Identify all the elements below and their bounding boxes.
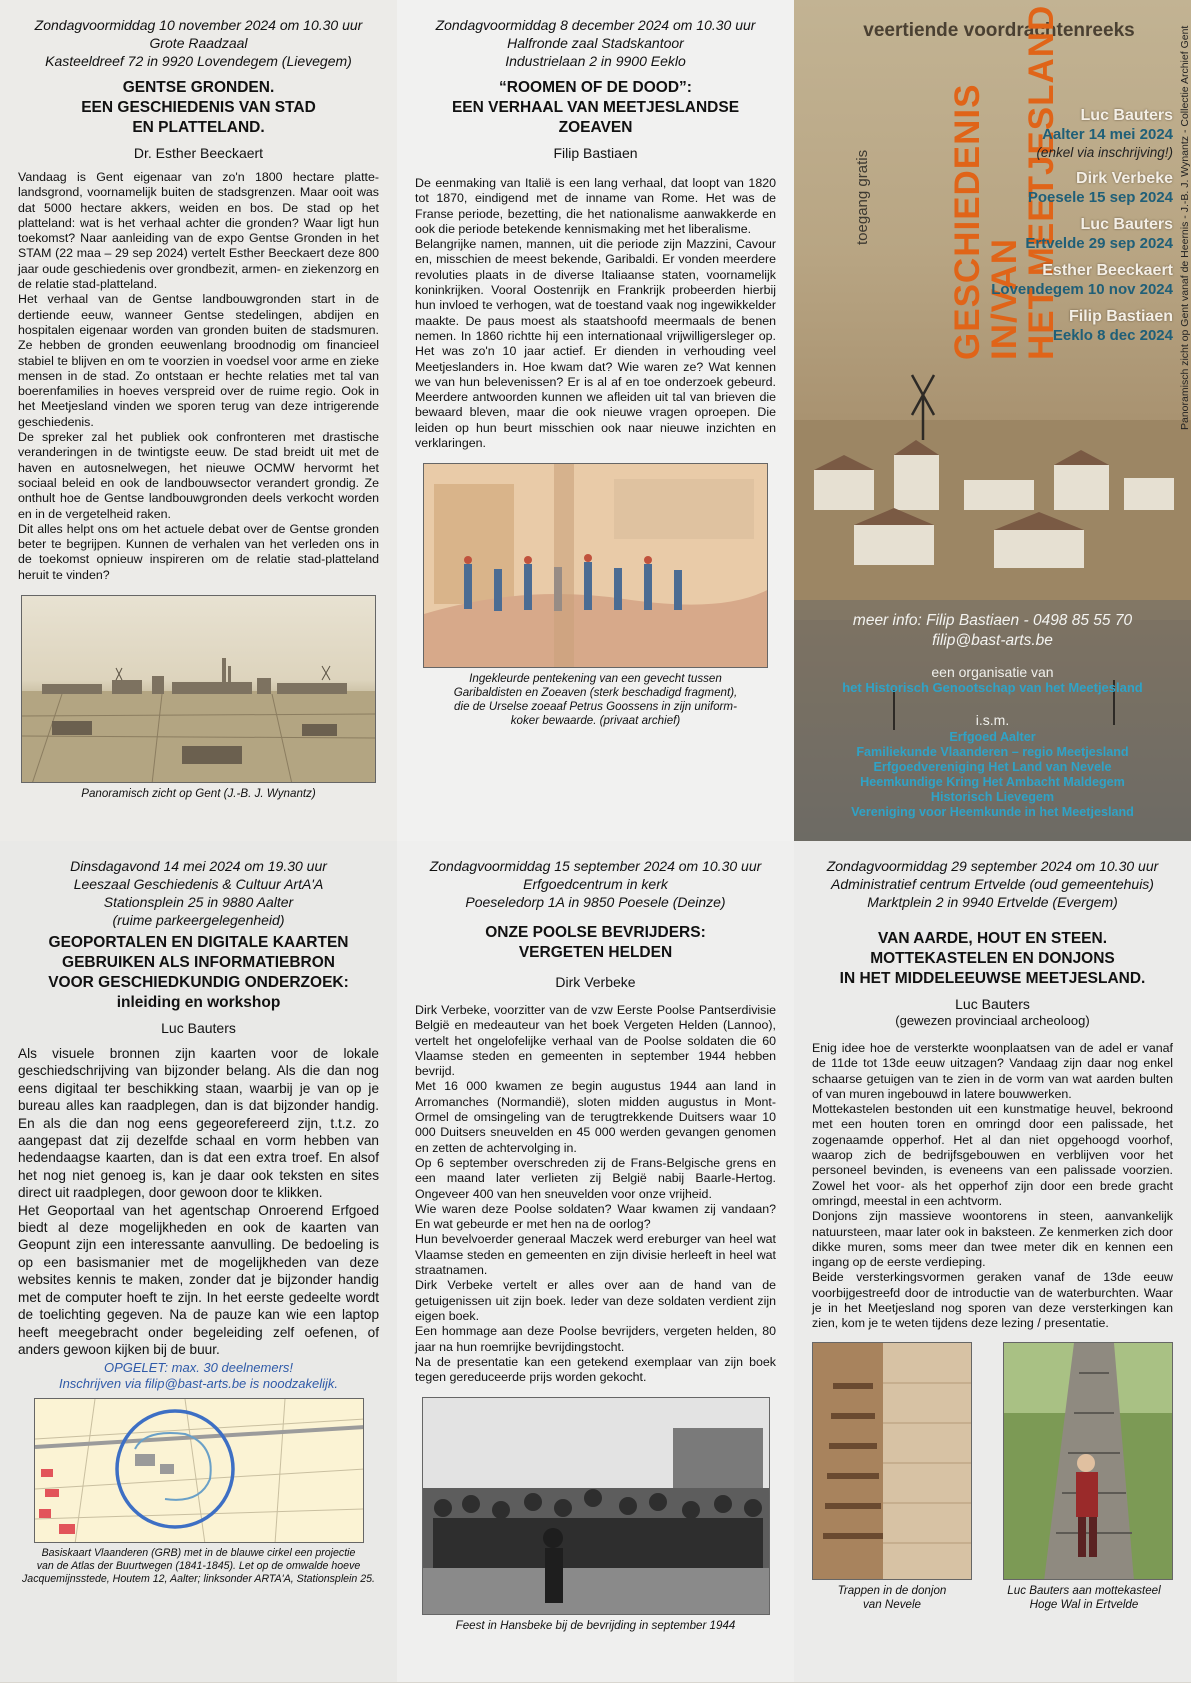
paragraph: De eenmaking van Italië is een lang verhaal, dat loopt van 1820 tot 1870, eindigend met de inname van Rome. Het was de Franse periode, bezetting, die het nationalisme aanwakkerde en ook die periode betekende kennismaking met het liberalisme. <box>415 176 776 236</box>
lecture-title <box>415 923 776 963</box>
panel-zoeaven <box>397 0 794 841</box>
lecture-text <box>18 170 379 583</box>
battle-drawing <box>424 464 768 668</box>
paragraph: Hun bevelvoerder generaal Maczek werd ereburger van heel wat Vlaamse steden en gemeenten en zijn divisie herleeft in heel wat straatnamen. <box>415 1232 776 1278</box>
paragraph: Beide versterkingsvormen geraken vanaf de 13de eeuw voorbijgestreefd door de introductie van de waterburchten. Waar je in het Meetjesland nog sporen van deze versterkingen kan zien, kom je te weten tijdens deze lezing / presentatie. <box>812 1270 1173 1331</box>
image-caption: Feest in Hansbeke bij de bevrijding in september 1944 <box>455 1619 736 1633</box>
panorama-ghent-image <box>21 595 376 783</box>
lecture-text <box>415 176 776 451</box>
caption-line: Garibaldisten en Zoeaven (sterk beschadigd fragment), <box>453 686 738 700</box>
caption-line: Jacquemijnsstede, Houtem 12, Aalter; linksonder ARTA'A, Stationsplein 25. <box>22 1573 375 1586</box>
photo-row <box>812 1342 1173 1612</box>
panel-gentse-gronden <box>0 0 397 841</box>
lecture-title <box>415 78 776 138</box>
paragraph: Donjons zijn massieve woontorens in steen, aanvankelijk natuursteen, maar later ook in baksteen. Ze kenmerken zich door dikke muren, soms meer dan twee meter dik en kennen een ingang op de eerste verdieping. <box>812 1209 1173 1270</box>
image-caption <box>812 1584 972 1612</box>
paragraph: Belangrijke namen, mannen, uit die periode zijn Mazzini, Cavour en, misschien de meest bekende, Garibaldi. Er vonden meerdere revoluties plaats in de diverse Italiaanse staten, voornamelijk koninkrijken. Vooral Oostenrijk en Frankrijk probeerden hierbij hun invloed te verhogen, wat de toestand vaak nog ingewikkelder maakte. De paus moest als staatshoofd meermaals de benen nemen. In 1860 richtte hij een internationaal vrijwilligersleger op. Het was zo'n 10 jaar actief. Er dienden in verhouding veel Meetjeslanders in. Hoe kwam dat? Wie waren ze? Wat kennen we van hun belevenissen? Er is al af en toe onderzoek gebeurd. Meerdere antwoorden kunnen we afleiden uit tal van brieven die bewaard bleven, maar die ook nieuwe vragen oproepen. Die leiden op hun beurt misschien ook naar nieuwe inzichten en verklaringen. <box>415 237 776 451</box>
talk-item <box>991 261 1173 299</box>
title-line: GEOPORTALEN EN DIGITALE KAARTEN <box>48 934 349 951</box>
talk-speaker: Dirk Verbeke <box>1076 170 1173 187</box>
free-entry-label: toegang gratis <box>854 149 871 245</box>
talk-place-date: Ertvelde 29 sep 2024 <box>1025 235 1173 252</box>
event-room: Erfgoedcentrum in kerk <box>523 876 668 892</box>
speaker-name: Dirk Verbeke <box>555 974 636 990</box>
talk-place-date: Poesele 15 sep 2024 <box>1027 189 1173 206</box>
contact-info: meer info: Filip Bastiaen - 0498 85 55 70 <box>852 612 1133 629</box>
paragraph: Enig idee hoe de versterkte woonplaatsen van de adel er vanaf de 11de tot 13de eeuw uitzagen? Vandaag zijn daar nog enkel schaarse getuigen van te zien in de vorm van wat aarden bulten of van muren ingebouwd in latere bouwwerken. <box>812 1041 1173 1101</box>
paragraph: Dirk Verbeke vertelt er alles over aan de hand van de getuigenissen uit zijn boek. Ieder van deze soldaten verdient zijn eigen boek. <box>415 1278 776 1323</box>
lecture-title <box>18 933 379 1013</box>
lecture-text <box>18 1045 379 1358</box>
paragraph: De spreker zal het publiek ook confronteren met drastische veranderingen in de twintigste eeuw. De stad breidt uit met de haven en autosnelwegen, het nieuwe OCMW hervormt het sociaal beleid en ook de landbouwsector verandert grondig. Ze onthult hoe de Gentse landbouwgronden deels verkocht worden en in de vergetelheid raken. <box>18 430 379 521</box>
speaker-name: Luc Bauters <box>161 1020 236 1036</box>
caption-line: van Nevele <box>862 1597 921 1611</box>
talk-speaker: Luc Bauters <box>1080 107 1173 124</box>
liberation-photo <box>422 1397 770 1615</box>
talk-item <box>991 106 1173 161</box>
image-caption <box>415 672 776 728</box>
paragraph: Na de presentatie kan een getekend exemplaar van zijn boek tegen gereduceerde prijs worden gekocht. <box>415 1354 776 1385</box>
title-line: VOOR GESCHIEDKUNDIG ONDERZOEK: <box>48 974 349 991</box>
notice-line[interactable]: Inschrijven via filip@bast-arts.be is noodzakelijk. <box>58 1376 339 1392</box>
talk-place-date: Lovendegem 10 nov 2024 <box>991 281 1173 298</box>
paragraph: Als visuele bronnen zijn kaarten voor de lokale geschiedschrijving van bijzonder belang. Als die dan nog eens digitaal ter beschikking staan, waarbij je van op je bureau alles kan raadplegen, dan is dat bijzonder handig. En als die dan nog eens gegeorefereerd zijn, t.t.z. zo aangepast dat zij dezelfde schaal en vorm hebben van hedendaagse kaarten, dan is dat een extra troef. En alsof het nog niet genoeg is, kan je daar ook teksten en sites direct uit raadplegen, door gewoon door te klikken. <box>18 1046 379 1201</box>
title-line: VAN AARDE, HOUT EN STEEN. <box>877 930 1108 947</box>
partner-item: Erfgoed Aalter <box>949 730 1036 744</box>
title-line: EN PLATTELAND. <box>132 119 265 136</box>
paragraph: Dirk Verbeke, voorzitter van de vzw Eerste Poolse Pantserdivisie België en medeauteur van het boek Vergeten Helden (Lannoo), vertelt het ongelofelijke verhaal van de Poolse soldaten die 60 Vlaamse steden en gemeenten in september 1944 hebben bevrijd. <box>415 1003 776 1079</box>
paragraph: Met 16 000 kwamen ze begin augustus 1944 aan land in Arromanches (Normandië), sloten midden augustus in Mont-Ormel de omsingeling van de terugtrekkende Duitsers waar 10 000 Duitsers sneuvelden en 45 000 werden gevangen genomen en zetten de achtervolging in. <box>415 1079 776 1155</box>
zoeaven-drawing-image <box>423 463 768 668</box>
title-line: GESCHIEDENIS <box>948 83 987 360</box>
paragraph: Het verhaal van de Gentse landbouwgronden start in de dertiende eeuw, wanneer Gentse stedelingen, abdijen en hospitalen eigenaar worden van gronden buiten de stadsmuren. Ze hebben de gronden eeuwenlang broodnodig om financieel stabiel te blijven en om te voorzien in voedsel voor arme en zieke mensen in de stad. Zo ontstaan er hechte relaties met tal van boerenfamilies in hoeves verspreid over de ruime regio. Ook in het Meetjesland vinden we sporen terug van deze intrigerende geschiedenis. <box>18 292 379 429</box>
event-header <box>415 16 776 70</box>
paragraph: Een hommage aan deze Poolse bevrijders, vergeten helden, 80 jaar na hun roemrijke bevrijdingstocht. <box>415 1324 776 1354</box>
event-room: Halfronde zaal Stadskantoor <box>507 35 684 51</box>
talk-item <box>991 307 1173 345</box>
partners-list <box>794 730 1191 820</box>
talk-speaker: Esther Beeckaert <box>1042 262 1173 279</box>
panorama-ghent-drawing <box>22 596 376 783</box>
caption-line: die de Urselse zoeaaf Petrus Goossens in zijn uniform- <box>454 700 737 714</box>
event-header <box>415 857 776 911</box>
partner-item: Familiekunde Vlaanderen – regio Meetjesland <box>856 745 1129 759</box>
caption-line: Hoge Wal in Ertvelde <box>1029 1597 1139 1611</box>
caption-line: Luc Bauters aan mottekasteel <box>1007 1583 1161 1597</box>
paragraph: Mottekastelen bestonden uit een kunstmatige heuvel, bekroond met een houten toren en omringd door een palissade, het zogenaamde opperhof. Het al dan niet opgehoogd voorhof, waarop zich de bedrijfsgebouwen en verblijven voor het personeel bevinden, is eveneens van een palissade voorzien. Zowel het voor- als het opperhof zijn door een brede gracht omringd, meestal in een achtvorm. <box>812 1102 1173 1208</box>
event-date: Zondagvoormiddag 10 november 2024 om 10.30 uur <box>34 17 363 33</box>
paragraph: Vandaag is Gent eigenaar van zo'n 1800 hectare plattelandsgrond, voornamelijk buiten de stadsgrenzen. Maar ooit was dat 5000 hectare akkers, weiden en bos. De stad op het platteland: wat is het verhaal achter die gronden? Waar ligt hun toekomst? Naar aanleiding van de expo Gentse Gronden in het STAM (22 maa – 29 sep 2024) vertelt Esther Beeckaert deze 800 jaar oude geschiedenis over grondbezit, armen- en ziekenzorg en de relatie stad-platteland. <box>18 170 379 292</box>
title-line: MOTTEKASTELEN EN DONJONS <box>870 950 1115 967</box>
donjon-stairs-photo <box>812 1342 972 1580</box>
title-line: HET MEETJESLAND <box>1022 4 1061 360</box>
paragraph: Het Geoportaal van het agentschap Onroerend Erfgoed biedt al deze mogelijkheden en ook de kaarten van Geopunt zijn een interessante aanvulling. De bedoeling is op een basismanier met de mogelijkheden van deze websites kennis te maken, zonder dat je bijzonder handig met de computer hoeft te zijn. In het eerste gedeelte wordt de toelichting gegeven. Na de pauze kan wie een laptop heeft meegebracht onder begeleiding zelf oefenen, of anders gewoon kijken bij de buur. <box>18 1202 379 1357</box>
caption-line: Basiskaart Vlaanderen (GRB) met in de blauwe cirkel een projectie <box>41 1547 356 1560</box>
event-address: Stationsplein 25 in 9880 Aalter <box>103 894 294 910</box>
talks-list <box>991 98 1173 345</box>
talk-place-date: Eeklo 8 dec 2024 <box>1052 327 1173 344</box>
title-line: ZOEAVEN <box>558 119 633 136</box>
event-date: Zondagvoormiddag 15 september 2024 om 10.30 uur <box>429 858 762 874</box>
lecture-title <box>18 78 379 138</box>
speaker-name: Filip Bastiaen <box>553 145 638 161</box>
series-name: veertiende voordrachtenreeks <box>863 20 1135 41</box>
paragraph: Op 6 september overschreden zij de Frans-Belgische grens en een maand later verlieten zij België nabij Baarle-Hertog. Ongeveer 400 van hen sneuvelden voor onze vrijheid. <box>415 1155 776 1201</box>
paragraph: Dit alles helpt ons om het actuele debat over de Gentse gronden beter te begrijpen. Kunnen de verhalen van het verleden ons in de toekomst opnieuw inspireren om de relatie stad-platteland heruit te vinden? <box>18 521 379 582</box>
title-line: ONZE POOLSE BEVRIJDERS: <box>485 924 706 941</box>
caption-line: Ingekleurde pentekening van een gevecht tussen <box>469 672 722 686</box>
image-caption <box>995 1584 1173 1612</box>
contact-email[interactable]: filip@bast-arts.be <box>932 632 1053 649</box>
partner-item: Heemkundige Kring Het Ambacht Maldegem <box>860 775 1125 789</box>
event-date: Zondagvoormiddag 29 september 2024 om 10.30 uur <box>826 858 1159 874</box>
talk-place-date: Aalter 14 mei 2024 <box>1042 126 1173 143</box>
event-room: Grote Raadzaal <box>149 35 248 51</box>
event-address: Poeseledorp 1A in 9850 Poesele (Deinze) <box>465 894 726 910</box>
caption-line: van de Atlas der Buurtwegen (1841-1845). Let op de omwalde hoeve <box>36 1560 361 1573</box>
notice-line: OPGELET: max. 30 deelnemers! <box>103 1360 294 1376</box>
speaker-role: (gewezen provinciaal archeoloog) <box>895 1013 1090 1028</box>
lecture-text <box>812 1041 1173 1332</box>
speaker-name: Dr. Esther Beeckaert <box>133 145 264 161</box>
speaker-name: Luc Bauters <box>955 996 1030 1012</box>
panel-mottekastelen <box>794 841 1191 1682</box>
panel-geoportalen <box>0 841 397 1682</box>
event-address: Marktplein 2 in 9940 Ertvelde (Evergem) <box>867 894 1118 910</box>
motte-photo <box>1003 1342 1173 1580</box>
photo-right-block <box>995 1342 1173 1612</box>
caption-line: Trappen in de donjon <box>837 1583 947 1597</box>
stairs-drawing <box>813 1343 972 1580</box>
partner-item: Historisch Lievegem <box>930 790 1055 804</box>
lecture-text <box>415 1003 776 1385</box>
map-image <box>34 1398 364 1543</box>
paragraph: Wie waren deze Poolse soldaten? Waar kwamen zij vandaan? En wat gebeurde er met hen na de oorlog? <box>415 1201 776 1232</box>
title-line: GENTSE GRONDEN. <box>122 79 275 96</box>
title-line: “ROOMEN OF DE DOOD”: <box>499 79 692 96</box>
event-room: Administratief centrum Ertvelde (oud gemeentehuis) <box>831 876 1154 892</box>
image-credit: Panoramisch zicht op Gent vanaf de Heernis - J.-B. J. Wynantz - Collectie Archief Gent <box>1179 25 1191 430</box>
panel-series-poster <box>794 0 1191 841</box>
panel-poolse-bevrijders <box>397 841 794 1682</box>
event-header <box>18 16 379 70</box>
registration-notice <box>18 1360 379 1392</box>
organizer-intro: een organisatie van <box>931 664 1054 680</box>
event-parking: (ruime parkeergelegenheid) <box>112 912 285 928</box>
partners-intro: i.s.m. <box>975 712 1010 728</box>
talk-note: (enkel via inschrijving!) <box>1036 145 1173 160</box>
talk-item <box>991 169 1173 207</box>
talk-speaker: Filip Bastiaen <box>1068 308 1173 325</box>
image-caption: Panoramisch zicht op Gent (J.-B. J. Wynantz) <box>81 787 316 801</box>
title-line: IN HET MIDDELEEUWSE MEETJESLAND. <box>839 970 1146 987</box>
event-address: Industrielaan 2 in 9900 Eeklo <box>505 53 686 69</box>
lecture-title <box>812 929 1173 989</box>
title-line: EEN GESCHIEDENIS VAN STAD <box>81 99 316 116</box>
image-caption <box>18 1547 379 1586</box>
event-date: Zondagvoormiddag 8 december 2024 om 10.30 uur <box>435 17 756 33</box>
motte-drawing <box>1004 1343 1173 1580</box>
title-line: GEBRUIKEN ALS INFORMATIEBRON <box>62 954 335 971</box>
title-line: EEN VERHAAL VAN MEETJESLANDSE <box>451 99 740 116</box>
talk-item <box>991 215 1173 253</box>
title-line: VERGETEN HELDEN <box>518 944 673 961</box>
partner-item: Erfgoedvereniging Het Land van Nevele <box>873 760 1112 774</box>
event-header <box>18 857 379 929</box>
partner-item: Vereniging voor Heemkunde in het Meetjesland <box>851 805 1134 819</box>
title-line: IN/VAN <box>985 237 1024 360</box>
liberation-photo-drawing <box>423 1398 770 1615</box>
photo-left-block <box>812 1342 972 1612</box>
title-line: inleiding en workshop <box>116 994 281 1011</box>
caption-line: koker bewaarde. (privaat archief) <box>510 714 681 728</box>
geoportal-map <box>35 1399 364 1543</box>
event-header <box>812 857 1173 911</box>
organizer-name: het Historisch Genootschap van het Meetjesland <box>842 680 1143 695</box>
event-room: Leeszaal Geschiedenis & Cultuur ArtA'A <box>73 876 324 892</box>
event-address: Kasteeldreef 72 in 9920 Lovendegem (Lievegem) <box>45 53 352 69</box>
event-date: Dinsdagavond 14 mei 2024 om 19.30 uur <box>70 858 327 874</box>
talk-speaker: Luc Bauters <box>1080 216 1173 233</box>
